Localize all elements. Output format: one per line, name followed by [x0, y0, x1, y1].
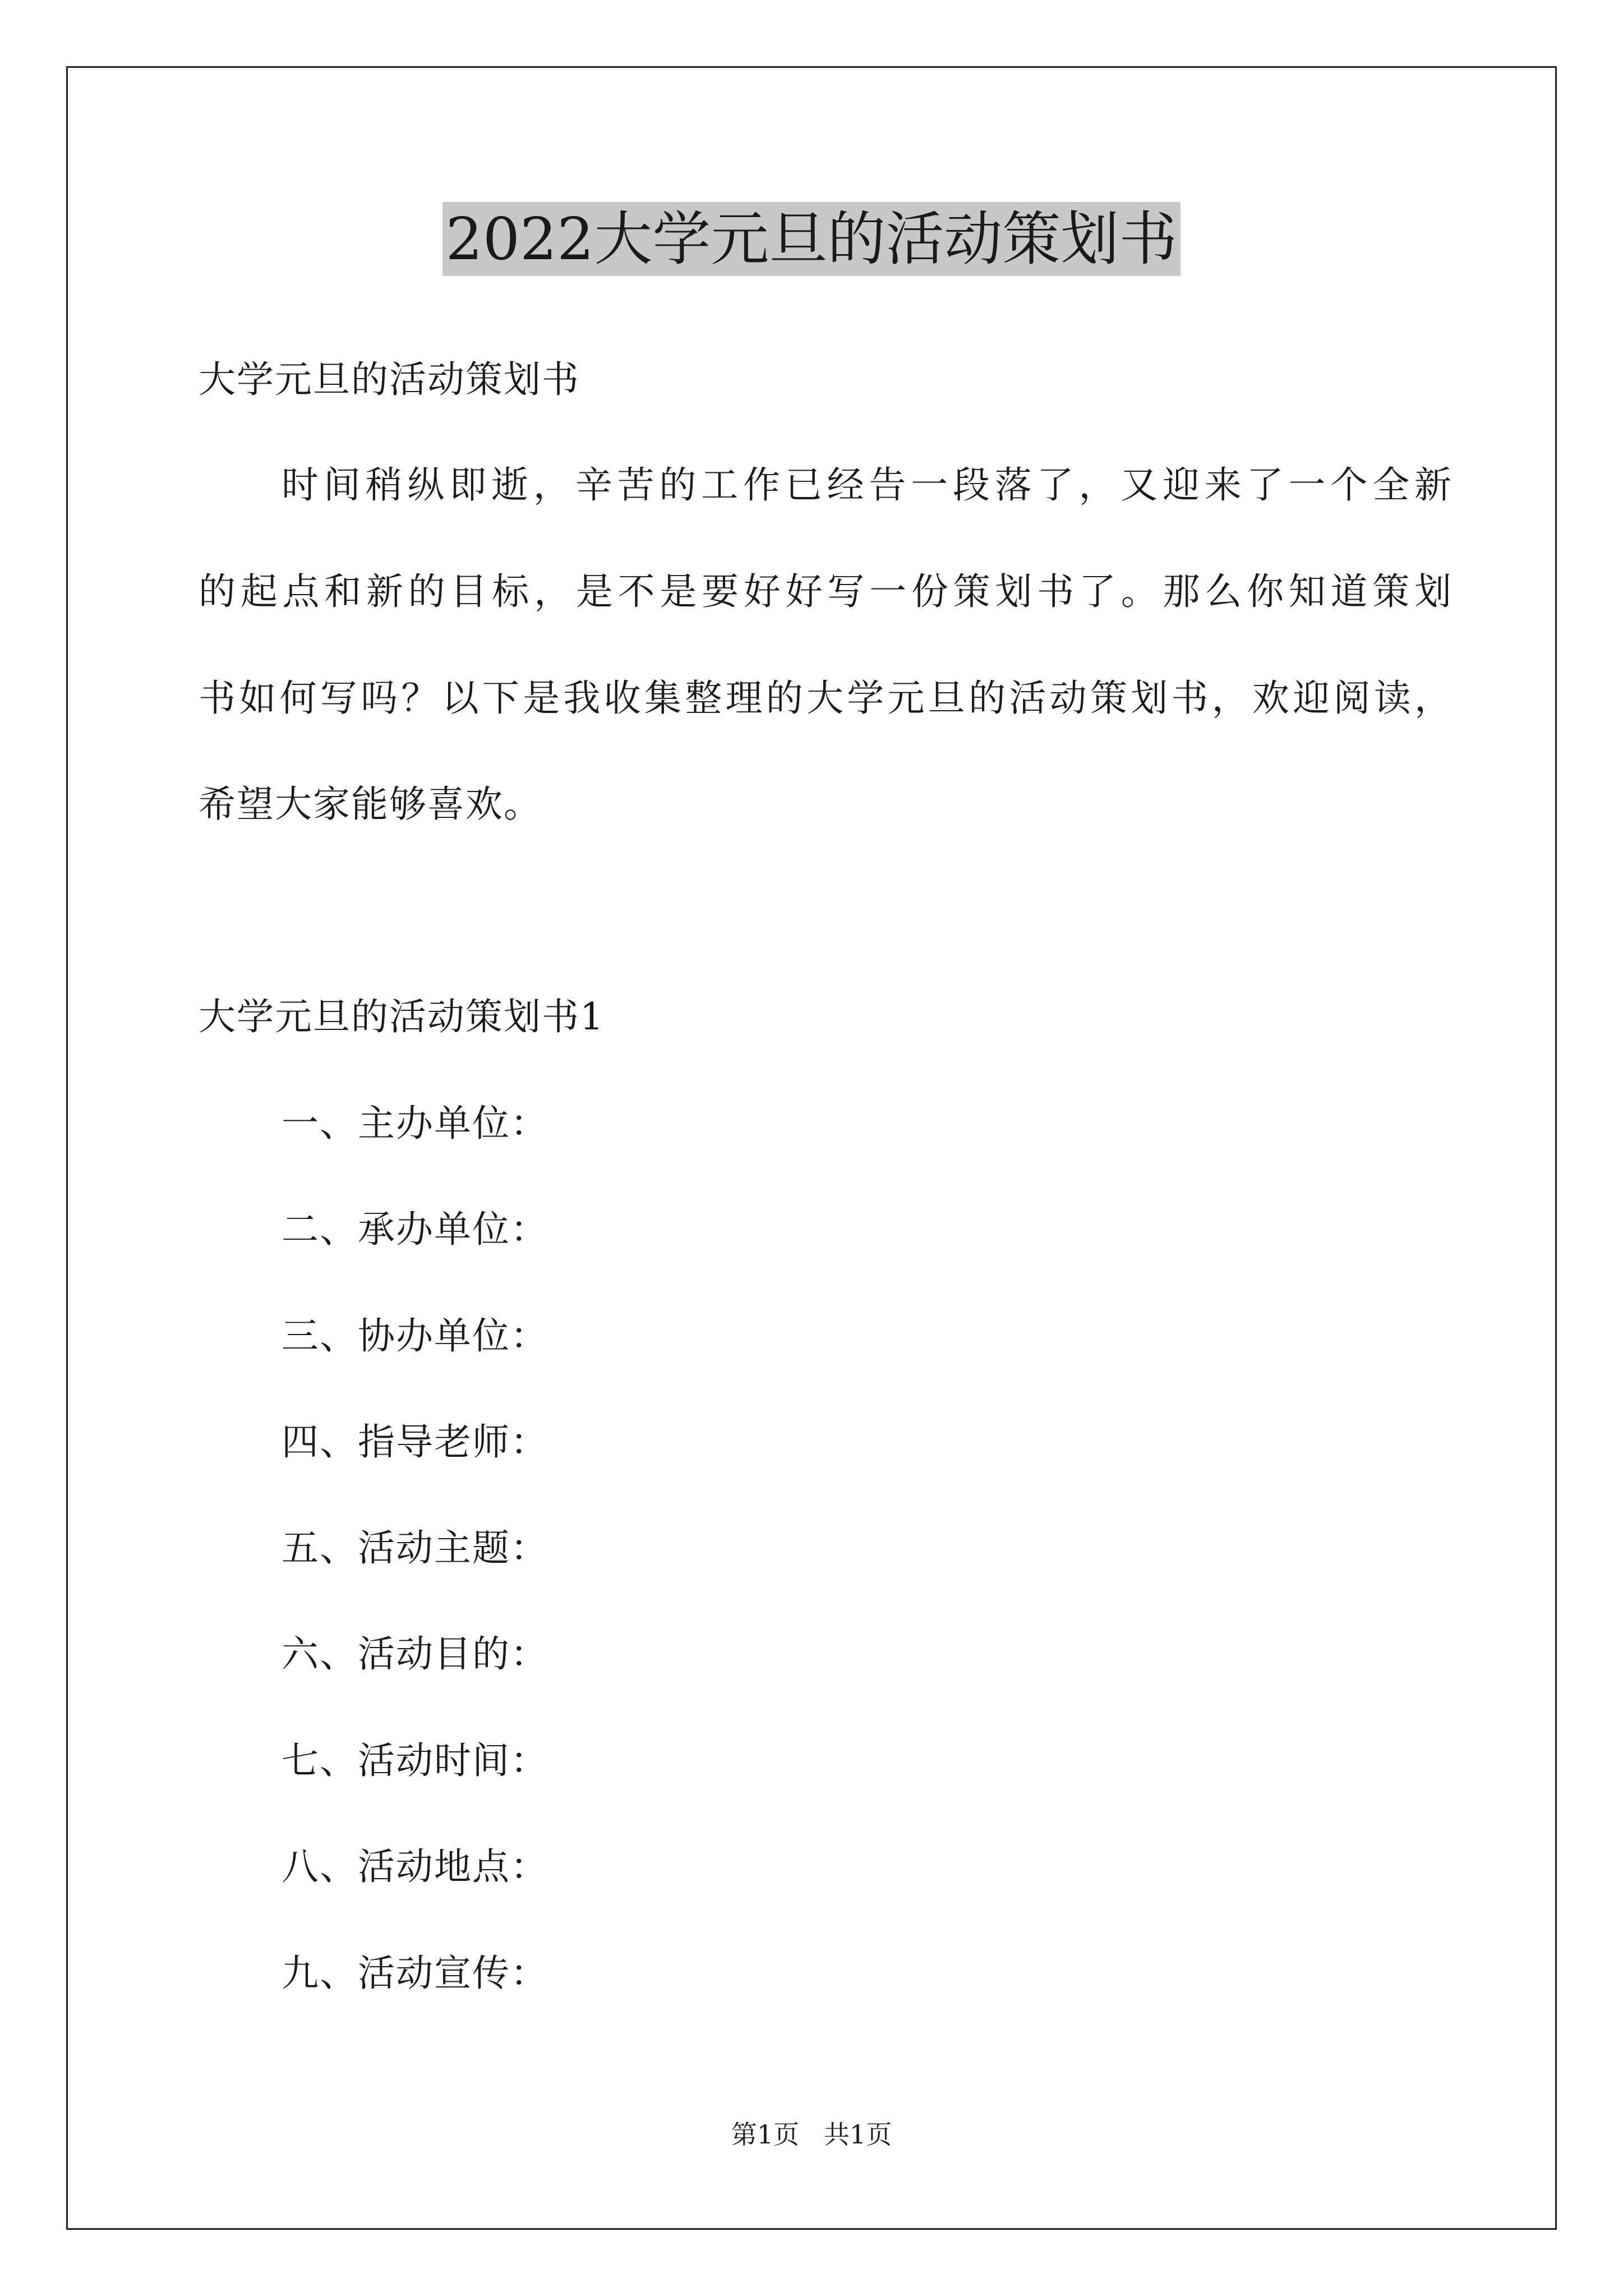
- document-subtitle: 大学元旦的活动策划书: [199, 358, 580, 401]
- intro-line-4: 希望大家能够喜欢。: [199, 783, 542, 826]
- list-item-9: 九、活动宣传：: [282, 1952, 548, 1995]
- list-item-5: 五、活动主题：: [282, 1526, 548, 1570]
- list-item-6: 六、活动目的：: [282, 1632, 548, 1676]
- document-title-text: 2022大学元旦的活动策划书: [442, 202, 1181, 276]
- list-item-3: 三、协办单位：: [282, 1314, 548, 1358]
- list-item-4: 四、指导老师：: [282, 1420, 548, 1464]
- list-item-8: 八、活动地点：: [282, 1845, 548, 1888]
- list-item-7: 七、活动时间：: [282, 1739, 548, 1782]
- intro-line-1: 时间稍纵即逝，辛苦的工作已经告一段落了，又迎来了一个全新: [282, 463, 1453, 507]
- intro-line-3: 书如何写吗？以下是我收集整理的大学元旦的活动策划书，欢迎阅读，: [199, 677, 1453, 720]
- list-item-2: 二、承办单位：: [282, 1208, 548, 1251]
- section-heading: 大学元旦的活动策划书1: [199, 995, 605, 1038]
- document-title: [0, 202, 1623, 276]
- page-footer: 第1页 共1页: [731, 2119, 892, 2150]
- list-item-1: 一、主办单位：: [282, 1102, 548, 1145]
- intro-line-2: 的起点和新的目标，是不是要好好写一份策划书了。那么你知道策划: [199, 570, 1453, 613]
